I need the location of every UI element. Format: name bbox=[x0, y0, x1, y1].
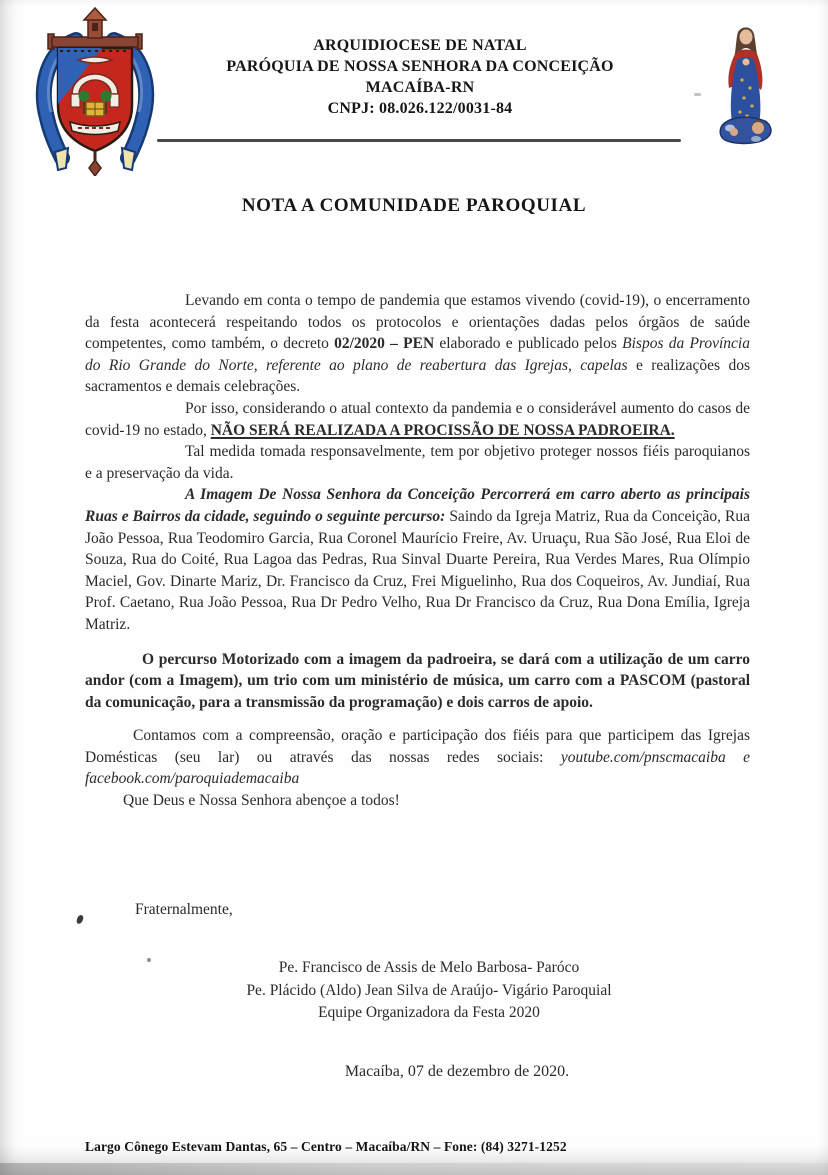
org-name-line1: ARQUIDIOCESE DE NATAL bbox=[313, 37, 527, 54]
letterhead bbox=[160, 35, 680, 119]
signature-line-pastor: Pe. Francisco de Assis de Melo Barbosa- Paróco bbox=[278, 959, 580, 976]
footer-address: Largo Cônego Estevam Dantas, 65 – Centro – Macaíba/RN – Fone: (84) 3271-1252 bbox=[85, 1139, 567, 1154]
ink-speck bbox=[76, 914, 84, 924]
signature-line-vicar: Pe. Plácido (Aldo) Jean Silva de Araújo- Vigário Paroquial bbox=[246, 981, 612, 999]
letter-body bbox=[85, 290, 750, 812]
header-divider bbox=[157, 139, 681, 142]
signature-block bbox=[0, 957, 828, 1025]
body-paragraph-7: Que Deus e Nossa Senhora abençoe a todos! bbox=[123, 792, 400, 810]
date-line: Macaíba, 07 de dezembro de 2020. bbox=[344, 1063, 570, 1080]
scan-speck bbox=[694, 93, 701, 96]
body-paragraph-5: O percurso Motorizado com a imagem da padroeira, se dará com a utilização de um carro andor (com a Imagem), um trio com um ministério de música, um carro com a PASCOM (pastoral da comunicação, para a transmissão da programação) e dois carros de apoio. bbox=[85, 650, 750, 711]
body-paragraph-1: Levando em conta o tempo de pandemia que estamos vivendo (covid-19), o encerramento da festa acontecerá respeitando todos os protocolos e orientações dadas pelos órgãos de saúde competentes, como também, o decreto 02/2020 – PEN elaborado e publicado pelos Bispos da Província do Rio Grande do Norte, referente ao plano de reabertura das Igrejas, capelas e realizações dos sacramentos e demais celebrações. bbox=[85, 292, 750, 396]
org-cnpj-line: CNPJ: 08.026.122/0031-84 bbox=[327, 100, 513, 117]
parish-coat-of-arms-icon bbox=[22, 6, 168, 176]
org-city-line: MACAÍBA-RN bbox=[365, 79, 475, 96]
body-paragraph-4: A Imagem De Nossa Senhora da Conceição Percorrerá em carro aberto as principais Ruas e Bairros da cidade, seguindo o seguinte percurso: Saindo da Igreja Matriz, Rua da Conceição, Rua João Pessoa, Rua Teodomiro Garcia, Rua Coronel Maurício Freire, Av. Uruaçu, Rua São José, Rua Eloi de Souza, Rua do Coité, Rua Lagoa das Pedras, Rua Sinval Duarte Pereira, Rua Verdes Mares, Rua Olímpio Maciel, Gov. Dinarte Mariz, Dr. Francisco da Cruz, Frei Miguelinho, Rua dos Coqueiros, Av. Jundiaí, Rua Prof. Caetano, Rua João Pessoa, Rua Dr Pedro Velho, Rua Dr Francisco da Cruz, Rua Dona Emília, Igreja Matriz. bbox=[85, 486, 750, 633]
org-name-line2: PARÓQUIA DE NOSSA SENHORA DA CONCEIÇÃO bbox=[226, 58, 614, 75]
our-lady-of-conception-statue-icon bbox=[716, 24, 776, 148]
document-title: NOTA A COMUNIDADE PAROQUIAL bbox=[241, 195, 587, 216]
salutation: Fraternalmente, bbox=[135, 901, 233, 918]
body-paragraph-2: Por isso, considerando o atual contexto da pandemia e o considerável aumento do casos de covid-19 no estado, NÃO SERÁ REALIZADA A PROCISSÃO DE NOSSA PADROEIRA. bbox=[85, 399, 750, 439]
scan-edge-shadow bbox=[0, 1163, 828, 1175]
signature-line-team: Equipe Organizadora da Festa 2020 bbox=[318, 1004, 540, 1021]
body-paragraph-3: Tal medida tomada responsavelmente, tem por objetivo proteger nossos fiéis paroquianos e a preservação da vida. bbox=[85, 443, 750, 482]
body-paragraph-6: Contamos com a compreensão, oração e participação dos fiéis para que participem das Igrejas Domésticas (seu lar) ou através das nossas redes sociais: youtube.com/pnscmacaiba e facebook.com/paroquiademacaiba bbox=[85, 727, 750, 788]
ink-speck bbox=[147, 958, 151, 962]
